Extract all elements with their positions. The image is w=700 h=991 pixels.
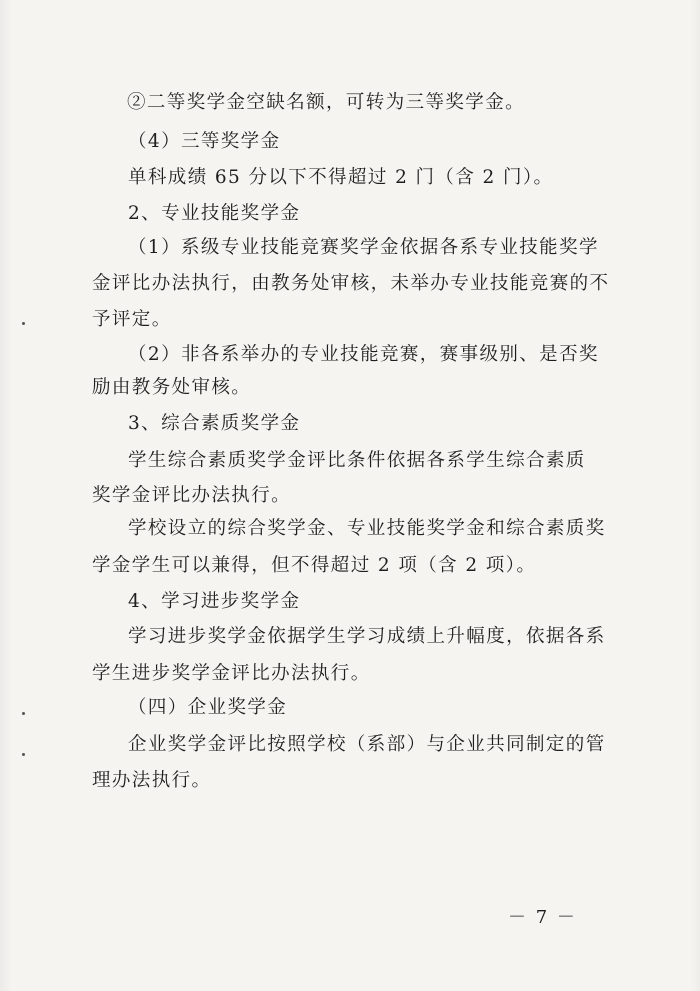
text-line: 2、专业技能奖学金 (128, 203, 301, 224)
scan-speck (22, 753, 25, 756)
text-line: 金评比办法执行，由教务处审核，未举办专业技能竞赛的不 (92, 273, 610, 294)
text-line: （4）三等奖学金 (128, 131, 281, 152)
scan-speck (22, 712, 25, 715)
text-line: 奖学金评比办法执行。 (92, 485, 292, 506)
text-line: 学习进步奖学金依据学生学习成绩上升幅度，依据各系 (128, 626, 606, 647)
text-line: （1）系级专业技能竞赛奖学金依据各系专业技能奖学 (128, 237, 599, 258)
text-line: 企业奖学金评比按照学校（系部）与企业共同制定的管 (128, 734, 606, 755)
text-line: ②二等奖学金空缺名额，可转为三等奖学金。 (127, 92, 526, 113)
text-line: 学金学生可以兼得，但不得超过 2 项（含 2 项）。 (92, 555, 537, 576)
scan-speck (22, 322, 25, 325)
text-line: 4、学习进步奖学金 (128, 591, 301, 612)
text-line: （四）企业奖学金 (128, 697, 288, 718)
text-line: 予评定。 (92, 309, 172, 330)
text-line: 理办法执行。 (92, 770, 212, 791)
text-line: （2）非各系举办的专业技能竞赛，赛事级别、是否奖 (128, 344, 599, 365)
text-line: 学生进步奖学金评比办法执行。 (92, 663, 371, 684)
text-line: 3、综合素质奖学金 (128, 413, 301, 434)
text-line: 学校设立的综合奖学金、专业技能奖学金和综合素质奖 (128, 518, 606, 539)
text-line: 单科成绩 65 分以下不得超过 2 门（含 2 门）。 (128, 167, 554, 188)
text-line: 学生综合素质奖学金评比条件依据各系学生综合素质 (128, 450, 586, 471)
page-number: － 7 － (508, 907, 577, 928)
text-line: 励由教务处审核。 (92, 377, 252, 398)
